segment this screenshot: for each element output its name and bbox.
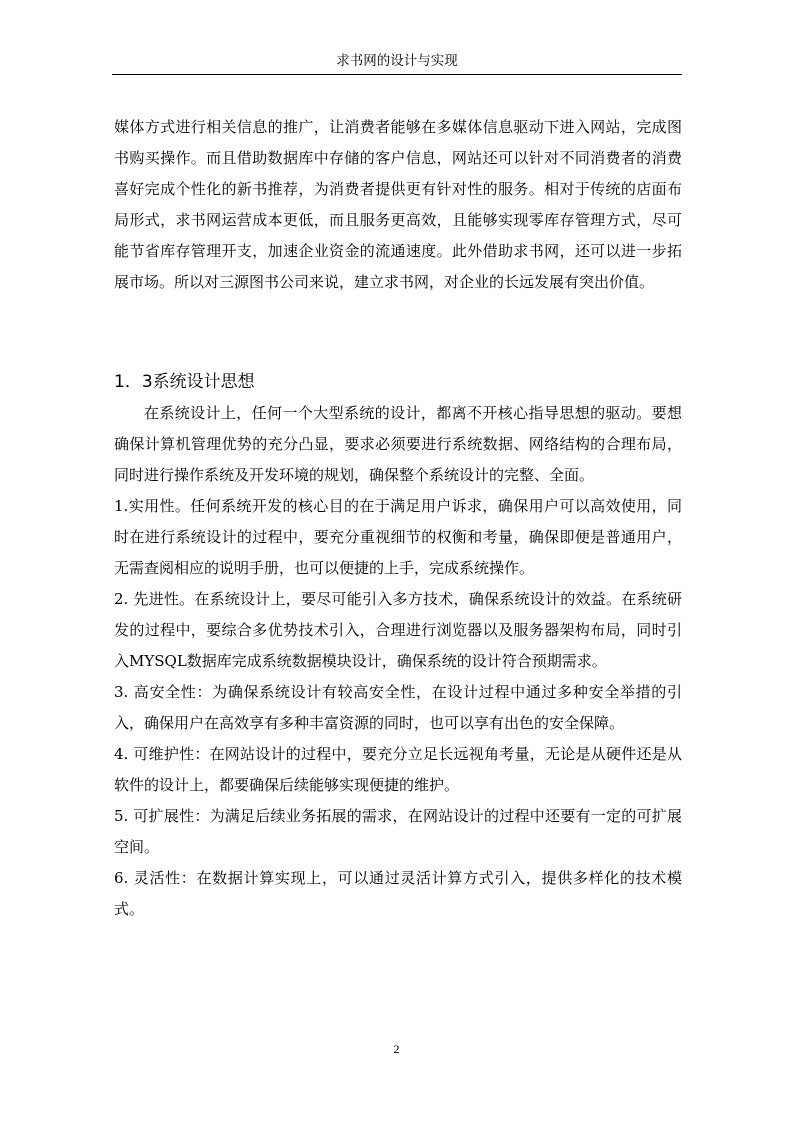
list-item-security: 3. 高安全性：为确保系统设计有较高安全性，在设计过程中通过多种安全举措的引入，确保用户在高效享有多种丰富资源的同时，也可以享有出色的安全保障。 xyxy=(114,683,682,732)
section-heading-block xyxy=(114,367,682,398)
list-item-practicality: 1.实用性。任何系统开发的核心目的在于满足用户诉求，确保用户可以高效使用，同时在进行系统设计的过程中，要充分重视细节的权衡和考量，确保即便是普通用户，无需查阅相应的说明手册，也可以便捷的上手，完成系统操作。 xyxy=(114,497,682,577)
page-number: 2 xyxy=(393,1042,400,1056)
intro-section xyxy=(114,112,682,298)
list-item-maintainability: 4. 可维护性：在网站设计的过程中，要充分立足长远视角考量，无论是从硬件还是从软件的设计上，都要确保后续能够实现便捷的维护。 xyxy=(114,745,682,794)
list-item-extensibility: 5. 可扩展性：为满足后续业务拓展的需求，在网站设计的过程中还要有一定的可扩展空间。 xyxy=(114,807,682,856)
intro-paragraph: 媒体方式进行相关信息的推广，让消费者能够在多媒体信息驱动下进入网站，完成图书购买操作。而且借助数据库中存储的客户信息，网站还可以针对不同消费者的消费喜好完成个性化的新书推荐，为消费者提供更有针对性的服务。相对于传统的店面布局形式，求书网运营成本更低，而且服务更高效，且能够实现零库存管理方式，尽可能节省库存管理开支，加速企业资金的流通速度。此外借助求书网，还可以进一步拓展市场。所以对三源图书公司来说，建立求书网，对企业的长远发展有突出价值。 xyxy=(114,118,682,291)
section-heading: 1．3系统设计思想 xyxy=(114,372,255,392)
section-lead-paragraph: 在系统设计上，任何一个大型系统的设计，都离不开核心指导思想的驱动。要想确保计算机管理优势的充分凸显，要求必须要进行系统数据、网络结构的合理布局，同时进行操作系统及开发环境的规划，确保整个系统设计的完整、全面。 xyxy=(114,404,682,484)
header-title: 求书网的设计与实现 xyxy=(336,53,458,69)
list-item-advancement: 2. 先进性。在系统设计上，要尽可能引入多方技术，确保系统设计的效益。在系统研发的过程中，要综合多优势技术引入，合理进行浏览器以及服务器架构布局，同时引入MYSQL数据库完成系统数据模块设计，确保系统的设计符合预期需求。 xyxy=(114,590,682,670)
page-header xyxy=(112,52,682,75)
list-item-flexibility: 6. 灵活性：在数据计算实现上，可以通过灵活计算方式引入，提供多样化的技术模式。 xyxy=(114,869,682,918)
section-body xyxy=(114,398,682,925)
